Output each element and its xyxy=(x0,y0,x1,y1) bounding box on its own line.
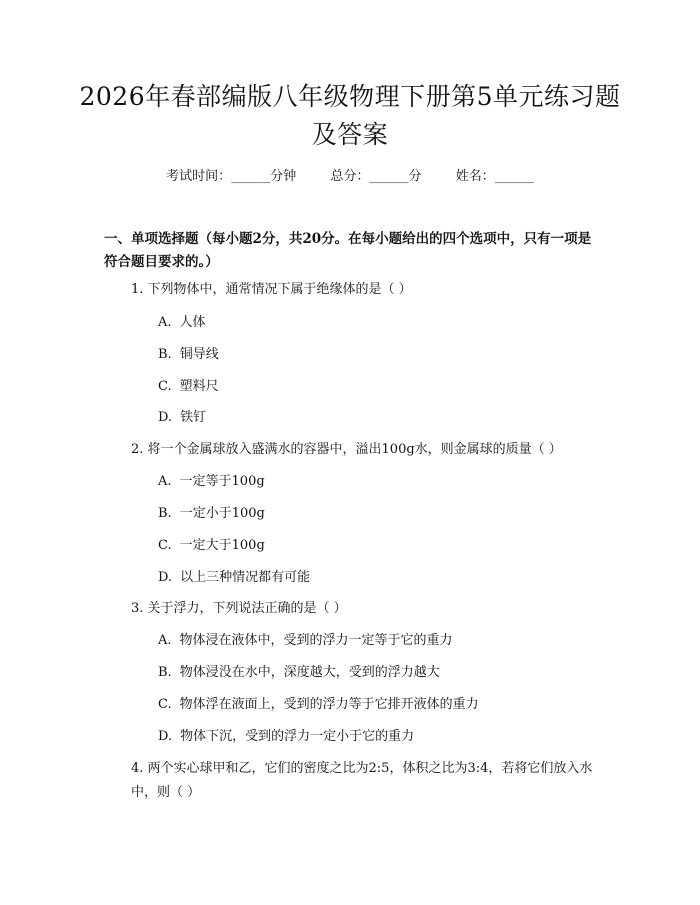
option-item xyxy=(158,632,453,650)
option-text: 以上三种情况都有可能 xyxy=(180,570,311,585)
option-label: C. xyxy=(158,379,172,394)
option-text: 一定大于100g xyxy=(179,538,265,553)
option-item xyxy=(158,378,219,396)
option-item xyxy=(158,696,479,714)
option-label: D. xyxy=(158,410,173,425)
option-label: A. xyxy=(158,315,172,330)
option-item xyxy=(158,346,219,364)
option-text: 铜导线 xyxy=(179,347,219,362)
option-item xyxy=(158,409,206,427)
question-stem: 3. 关于浮力，下列说法正确的是（ ） xyxy=(131,601,347,616)
option-text: 铁钉 xyxy=(180,410,207,425)
name-blank: ______ xyxy=(494,169,534,184)
score-blank: ______ xyxy=(369,169,409,184)
option-item xyxy=(158,473,265,491)
option-text: 人体 xyxy=(179,315,206,330)
time-label: 考试时间： xyxy=(166,169,232,184)
option-item xyxy=(158,664,440,682)
option-label: B. xyxy=(158,506,172,521)
option-item xyxy=(158,537,265,555)
option-text: 物体浸没在水中，深度越大，受到的浮力越大 xyxy=(179,665,440,680)
exam-info-line xyxy=(0,168,700,186)
time-blank: ______ xyxy=(231,169,271,184)
name-label: 姓名： xyxy=(455,169,495,184)
option-item xyxy=(158,569,310,587)
option-label: A. xyxy=(158,633,172,648)
score-unit: 分 xyxy=(408,169,422,184)
question-stem: 4. 两个实心球甲和乙，它们的密度之比为2:5，体积之比为3:4，若将它们放入水中，则（ ） xyxy=(131,761,593,800)
option-label: B. xyxy=(158,347,172,362)
time-unit: 分钟 xyxy=(270,169,297,184)
option-text: 物体浮在液面上，受到的浮力等于它排开液体的重力 xyxy=(179,697,479,712)
section-heading: 一、单项选择题（每小题2分，共20分。在每小题给出的四个选项中，只有一项是符合题目要求的。） xyxy=(104,231,592,270)
option-label: B. xyxy=(158,665,172,680)
option-item xyxy=(158,314,206,332)
option-item xyxy=(158,505,265,523)
option-label: D. xyxy=(158,570,173,585)
option-item xyxy=(158,728,414,746)
option-text: 一定等于100g xyxy=(179,474,265,489)
option-label: C. xyxy=(158,697,172,712)
question-stem: 2. 将一个金属球放入盛满水的容器中，溢出100g水，则金属球的质量（ ） xyxy=(131,442,562,457)
score-label: 总分： xyxy=(330,169,370,184)
question-stem: 1. 下列物体中，通常情况下属于绝缘体的是（ ） xyxy=(131,282,412,297)
option-label: A. xyxy=(158,474,172,489)
option-text: 物体下沉，受到的浮力一定小于它的重力 xyxy=(180,729,415,744)
option-text: 一定小于100g xyxy=(179,506,265,521)
option-label: D. xyxy=(158,729,173,744)
document-title: 2026年春部编版八年级物理下册第5单元练习题及答案 xyxy=(79,82,621,149)
option-text: 塑料尺 xyxy=(179,379,219,394)
option-text: 物体浸在液体中，受到的浮力一定等于它的重力 xyxy=(179,633,453,648)
option-label: C. xyxy=(158,538,172,553)
